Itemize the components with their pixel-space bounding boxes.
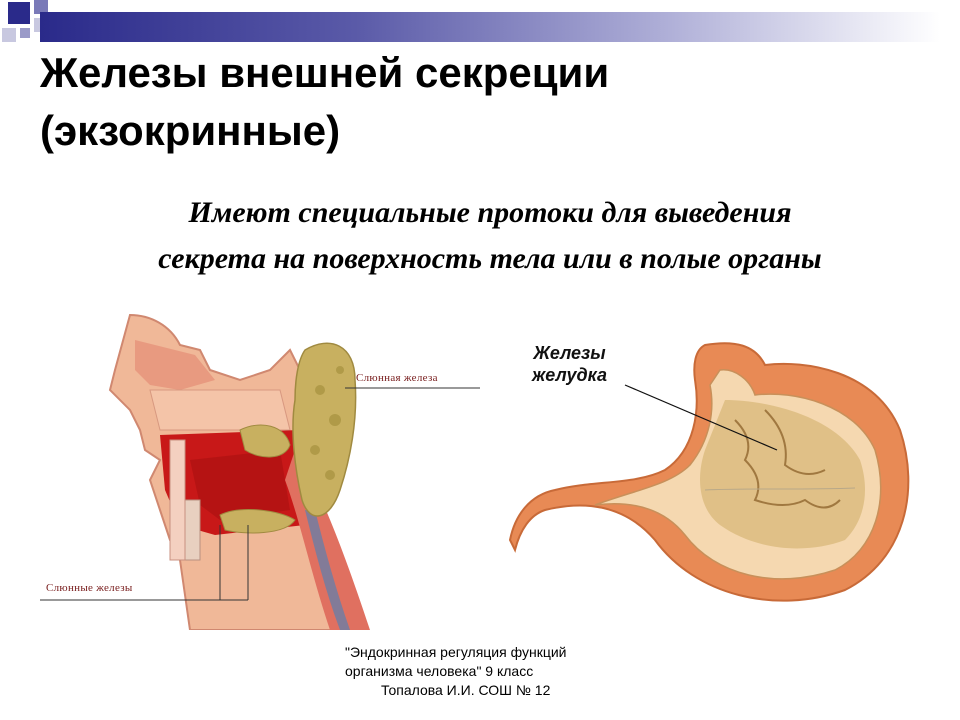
footer-line-2: организма человека" 9 класс (345, 663, 534, 679)
label-stomach-line-1: Железы (533, 343, 606, 363)
footer-line-1: "Эндокринная регуляция функций (345, 644, 567, 660)
footer-credit (345, 643, 620, 700)
footer-line-3: Топалова И.И. СОШ № 12 (381, 682, 551, 698)
page-title: Железы внешней секреции (экзокринные) (40, 49, 610, 154)
subtitle-line-1: Имеют специальные протоки для выведения (188, 196, 792, 229)
subtitle (60, 190, 920, 282)
label-stomach-glands (512, 342, 627, 386)
palate (150, 390, 290, 430)
title-bar (40, 12, 940, 42)
subtitle-line-2: секрета на поверхность тела или в полые органы (158, 242, 822, 275)
label-stomach-line-2: желудка (532, 365, 607, 385)
label-salivary-gland: Слюнная железа (356, 372, 438, 384)
label-salivary-glands: Слюнные железы (46, 582, 133, 594)
parotid-gland (293, 343, 356, 516)
